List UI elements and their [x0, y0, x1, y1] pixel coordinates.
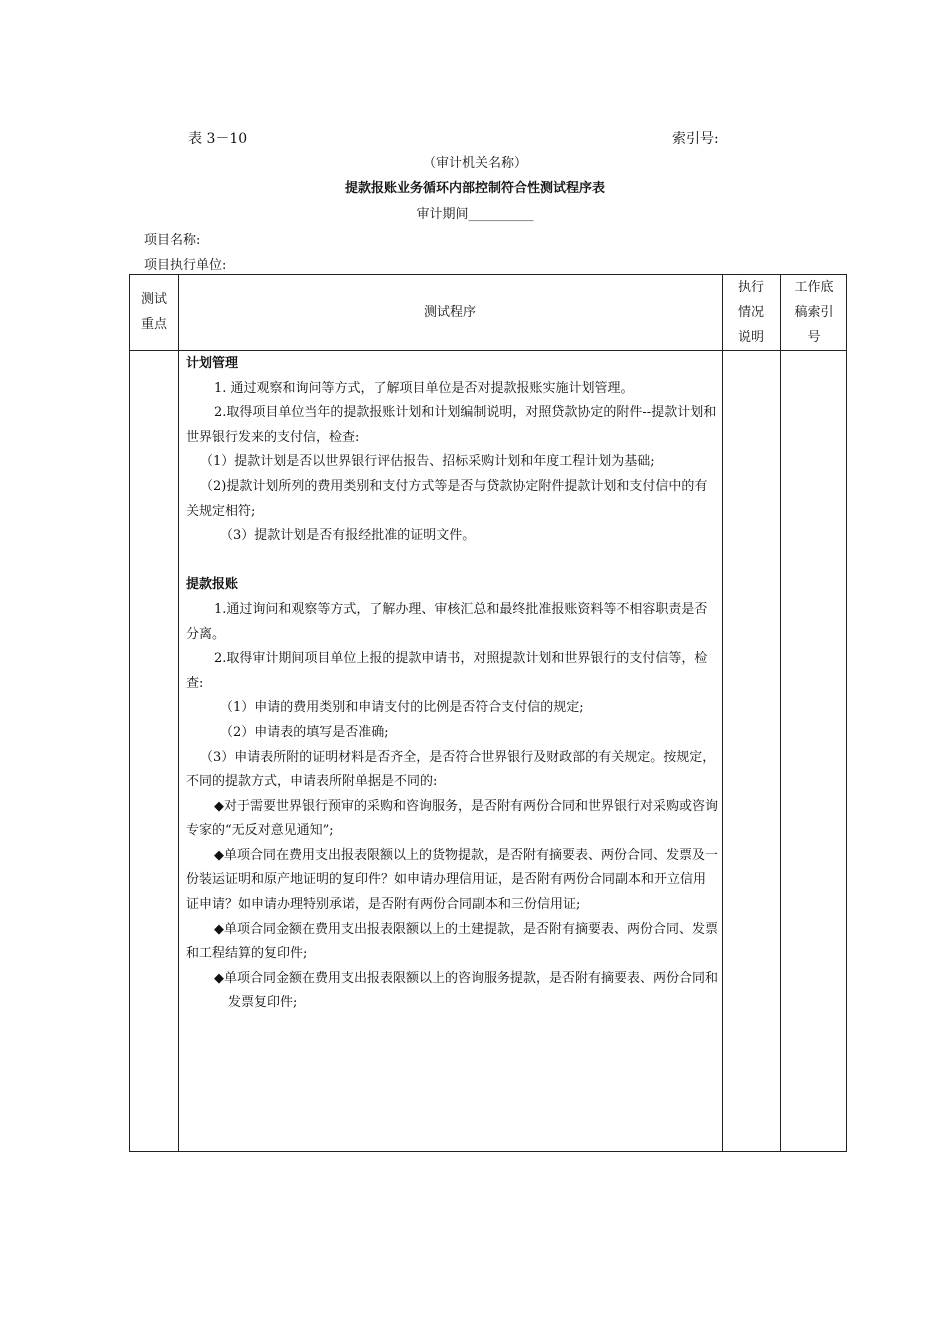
header-workpaper-index: 工作底 稿索引 号: [794, 280, 834, 345]
procedure-item: （3）提款计划是否有报经批准的证明文件。: [220, 528, 476, 544]
bullet-item: ◆单项合同金额在费用支出报表限额以上的咨询服务提款，是否附有摘要表、两份合同和发票复印件;: [214, 970, 718, 1011]
header-test-focus: 测试 重点: [140, 292, 167, 332]
index-number-label: 索引号:: [672, 131, 719, 147]
table-divider: [780, 275, 781, 1151]
document-title: 提款报账业务循环内部控制符合性测试程序表: [344, 181, 605, 196]
header-divider: [130, 350, 846, 351]
table-number: 表 3－10: [188, 131, 248, 147]
procedure-item: （2)提款计划所列的费用类别和支付方式等是否与贷款协定附件提款计划和支付信中的有关规定相符;: [186, 478, 708, 519]
procedure-item: （1）申请的费用类别和申请支付的比例是否符合支付信的规定;: [220, 700, 584, 716]
section-title: 提款报账: [186, 577, 239, 593]
project-unit-label: 项目执行单位:: [144, 258, 227, 273]
bullet-item: ◆对于需要世界银行预审的采购和咨询服务，是否附有两份合同和世界银行对采购或咨询专家的“无反对意见通知”;: [186, 798, 718, 839]
audit-org-name: （审计机关名称）: [422, 156, 527, 171]
procedure-item: （2）申请表的填写是否准确;: [220, 724, 389, 740]
header-test-procedure: 测试程序: [423, 305, 476, 320]
procedure-item: （1）提款计划是否以世界银行评估报告、招标采购计划和年度工程计划为基础;: [200, 454, 655, 470]
section-title: 计划管理: [186, 356, 239, 371]
procedure-item: 2.取得审计期间项目单位上报的提款申请书，对照提款计划和世界银行的支付信等，检查:: [186, 651, 708, 691]
project-name-label: 项目名称:: [144, 233, 201, 248]
procedure-item: 1. 通过观察和询问等方式，了解项目单位是否对提款报账实施计划管理。: [214, 380, 634, 396]
table-divider: [722, 275, 723, 1151]
procedure-content: [186, 352, 718, 1016]
header-execution-notes: 执行 情况 说明: [737, 280, 764, 345]
table-divider: [178, 275, 179, 1151]
bullet-item: ◆单项合同在费用支出报表限额以上的货物提款，是否附有摘要表、两份合同、发票及一份装运证明和原产地证明的复印件？如申请办理信用证，是否附有两份合同副本和开立信用证申请？如申请办理特别承诺，是否附有两份合同副本和三份信用证;: [186, 847, 718, 913]
bullet-item: ◆单项合同金额在费用支出报表限额以上的土建提款，是否附有摘要表、两份合同、发票和工程结算的复印件;: [186, 921, 718, 962]
procedure-item: 2.取得项目单位当年的提款报账计划和计划编制说明，对照贷款协定的附件--提款计划和世界银行发来的支付信，检查:: [186, 405, 717, 445]
procedure-item: （3）申请表所附的证明材料是否齐全，是否符合世界银行及财政部的有关规定。按规定，不同的提款方式，申请表所附单据是不同的:: [186, 749, 716, 790]
audit-period: 审计期间__________: [416, 207, 534, 222]
procedure-item: 1.通过询问和观察等方式，了解办理、审核汇总和最终批准报账资料等不相容职责是否分离。: [186, 601, 708, 642]
procedure-table: [129, 274, 847, 1152]
